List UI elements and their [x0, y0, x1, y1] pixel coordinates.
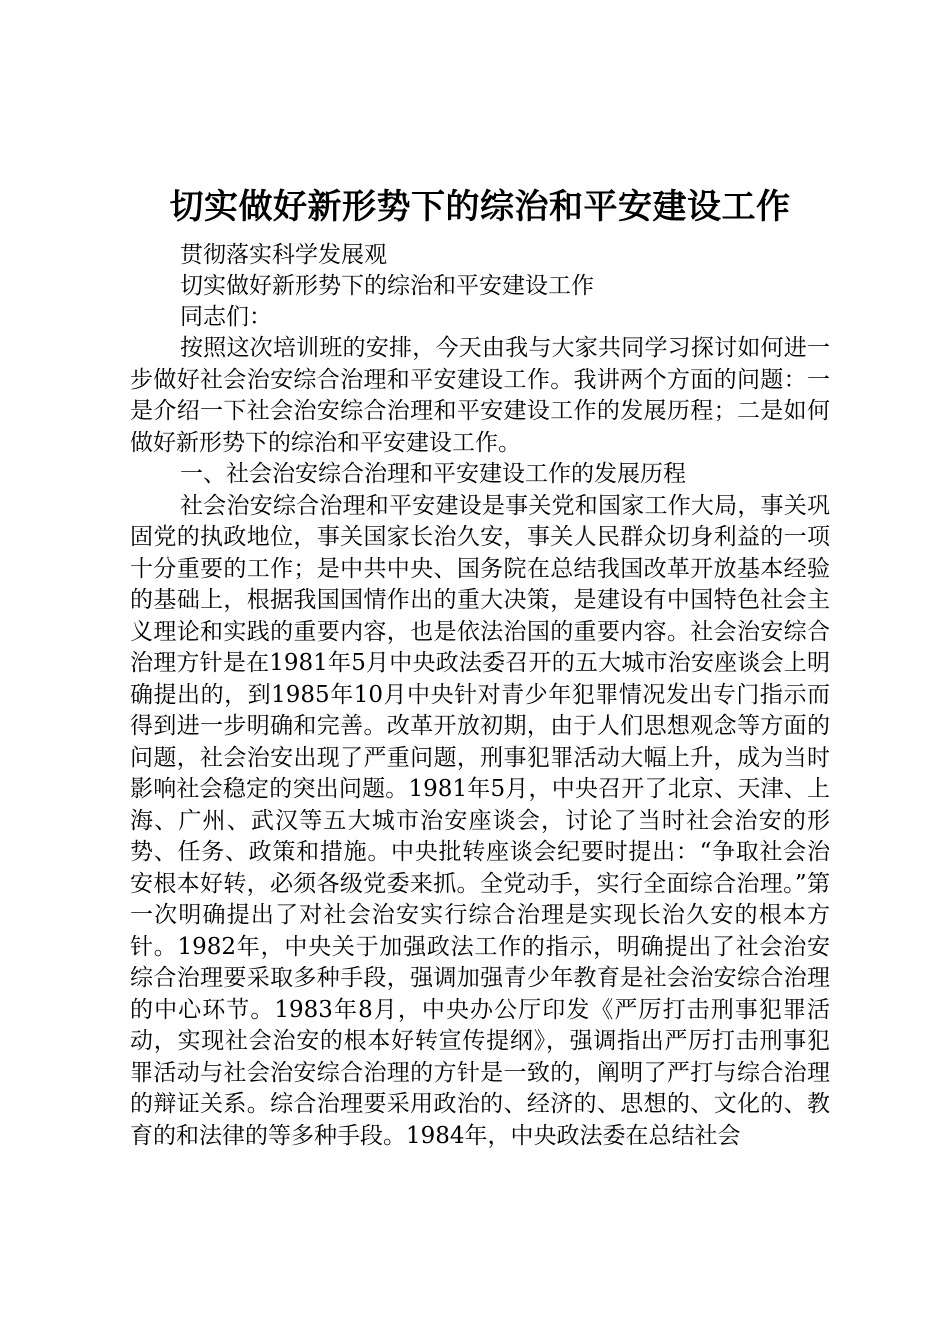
document-page — [130, 178, 830, 1152]
subtitle-line-1: 贯彻落实科学发展观 — [180, 242, 387, 268]
intro-paragraph: 按照这次培训班的安排，今天由我与大家共同学习探讨如何进一步做好社会治安综合治理和平安建设工作。我讲两个方面的问题：一是介绍一下社会治安综合治理和平安建设工作的发展历程；二是如何做好新形势下的综治和平安建设工作。 — [130, 335, 830, 456]
document-title: 切实做好新形势下的综治和平安建设工作 — [169, 187, 791, 227]
salutation: 同志们： — [180, 304, 272, 330]
body-paragraph: 社会治安综合治理和平安建设是事关党和国家工作大局，事关巩固党的执政地位，事关国家长治久安，事关人民群众切身利益的一项十分重要的工作；是中共中央、国务院在总结我国改革开放基本经验的基础上，根据我国国情作出的重大决策，是建设有中国特色社会主义理论和实践的重要内容，也是依法治国的重要内容。社会治安综合治理方针是在1981年5月中央政法委召开的五大城市治安座谈会上明确提出的，到1985年10月中央针对青少年犯罪情况发出专门指示而得到进一步明确和完善。改革开放初期，由于人们思想观念等方面的问题，社会治安出现了严重问题，刑事犯罪活动大幅上升，成为当时影响社会稳定的突出问题。1981年5月，中央召开了北京、天津、上海、广州、武汉等五大城市治安座谈会，讨论了当时社会治安的形势、任务、政策和措施。中央批转座谈会纪要时提出：“争取社会治安根本好转，必须各级党委来抓。全党动手，实行全面综合治理。”第一次明确提出了对社会治安实行综合治理是实现长治久安的根本方针。1982年，中央关于加强政法工作的指示，明确提出了社会治安综合治理要采取多种手段，强调加强青少年教育是社会治安综合治理的中心环节。1983年8月，中央办公厅印发《严厉打击刑事犯罪活动，实现社会治安的根本好转宣传提纲》，强调指出严厉打击刑事犯罪活动与社会治安综合治理的方针是一致的，阐明了严打与综合治理的辩证关系。综合治理要采用政治的、经济的、思想的、文化的、教育的和法律的等多种手段。1984年，中央政法委在总结社会 — [130, 492, 830, 1149]
subtitle-line-2: 切实做好新形势下的综治和平安建设工作 — [180, 273, 594, 299]
section-heading: 一、社会治安综合治理和平安建设工作的发展历程 — [180, 461, 686, 487]
